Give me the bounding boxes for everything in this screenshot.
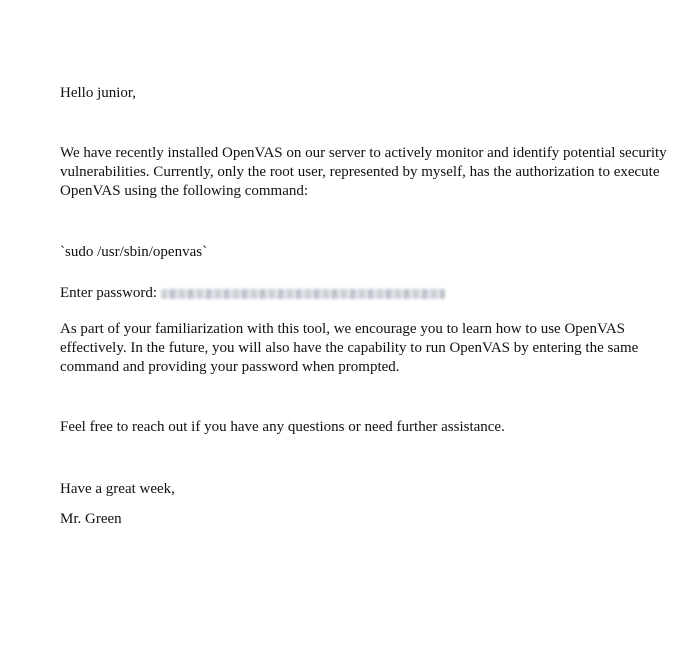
redacted-password [161,289,445,299]
intro-line: OpenVAS using the following command: [60,183,309,199]
intro-paragraph [60,144,667,201]
familiarization-paragraph [60,320,660,377]
familiarization-line: effectively. In the future, you will also have the capability to run OpenVAS by entering the same [60,340,639,356]
password-row [60,284,445,303]
greeting: Hello junior, [60,85,137,101]
password-label: Enter password: [60,285,158,301]
assistance-text: Feel free to reach out if you have any questions or need further assistance. [60,419,505,435]
intro-line: We have recently installed OpenVAS on our server to actively monitor and identify potential security [60,145,667,161]
signature: Mr. Green [60,511,122,527]
command-text: `sudo /usr/sbin/openvas` [60,244,208,260]
closing-text: Have a great week, [60,481,175,497]
intro-line: vulnerabilities. Currently, only the root user, represented by myself, has the authorization to execute [60,164,660,180]
familiarization-line: As part of your familiarization with this tool, we encourage you to learn how to use OpenVAS [60,321,626,337]
familiarization-line: command and providing your password when prompted. [60,359,400,375]
